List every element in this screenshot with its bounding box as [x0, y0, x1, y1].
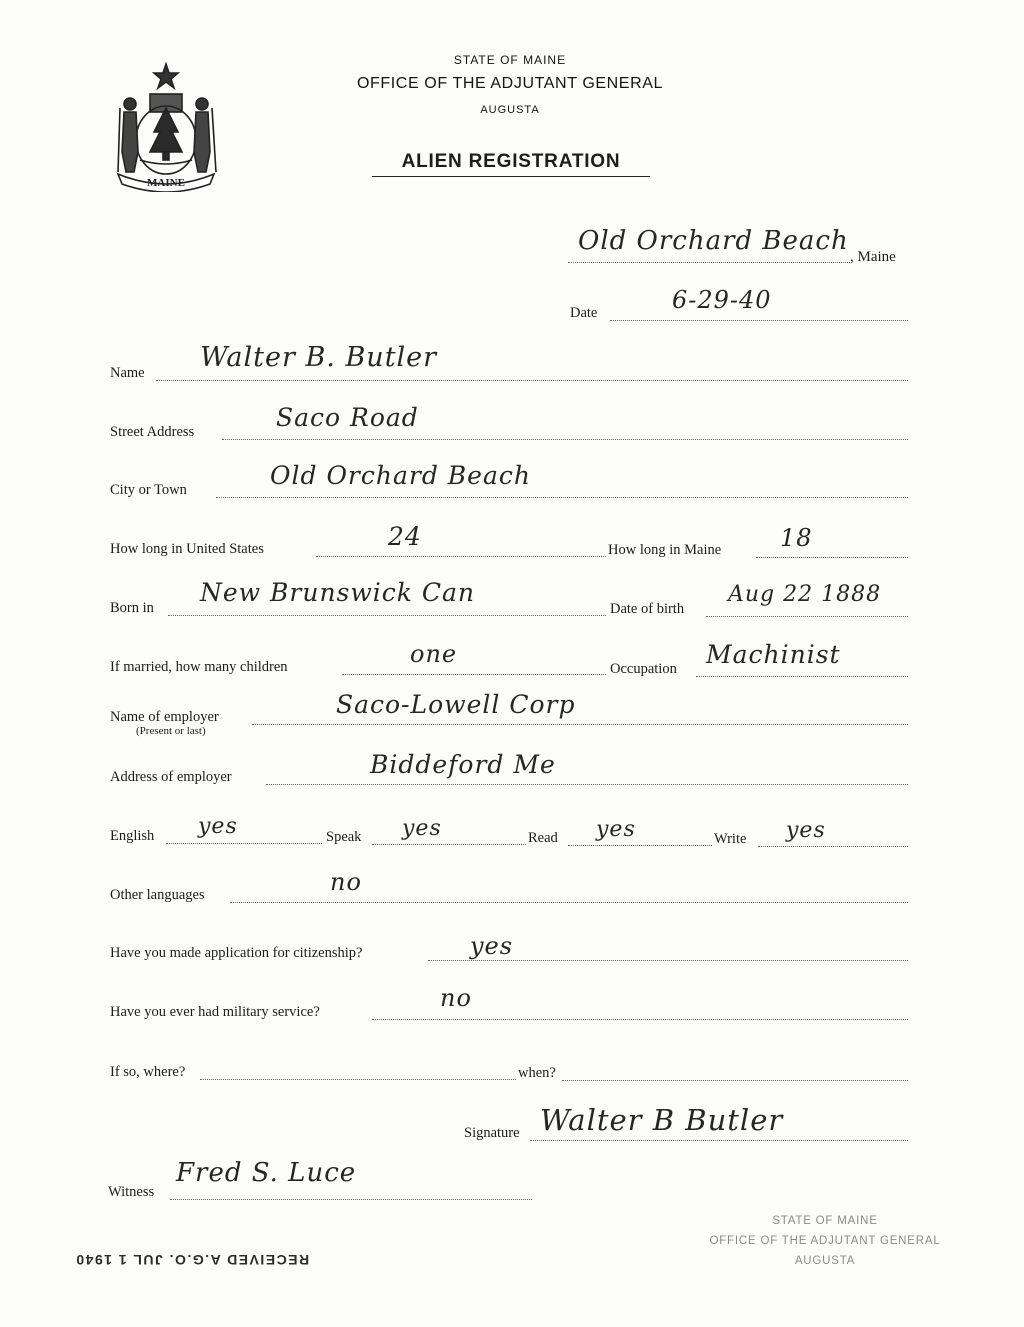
speak-line: [372, 844, 526, 845]
us-years-value: 24: [388, 522, 422, 551]
city-label: City or Town: [110, 482, 187, 498]
signature-value: Walter B Butler: [540, 1103, 784, 1137]
speak-label: Speak: [326, 829, 362, 845]
employer-note: (Present or last): [136, 725, 206, 737]
employer-line: [252, 724, 908, 725]
signature-label: Signature: [464, 1125, 520, 1141]
name-label: Name: [110, 365, 145, 381]
born-in-line: [168, 615, 606, 616]
street-label: Street Address: [110, 424, 195, 440]
employer-value: Saco-Lowell Corp: [336, 690, 576, 719]
born-in-value: New Brunswick Can: [200, 578, 475, 607]
citizenship-line: [428, 960, 908, 961]
where-line: [200, 1079, 516, 1080]
stamp-line-3: AUGUSTA: [794, 1255, 856, 1267]
place-value: Old Orchard Beach: [578, 226, 849, 256]
header-city: AUGUSTA: [480, 104, 540, 116]
occupation-value: Machinist: [706, 640, 841, 669]
date-value: 6-29-40: [672, 286, 772, 314]
speak-value: yes: [402, 816, 442, 841]
read-value: yes: [596, 817, 636, 842]
write-line: [758, 846, 908, 847]
header-state: STATE OF MAINE: [453, 53, 567, 67]
employer-label: Name of employer: [110, 709, 219, 725]
children-line: [342, 674, 606, 675]
witness-label: Witness: [108, 1184, 155, 1200]
header-office: OFFICE OF THE ADJUTANT GENERAL: [356, 75, 664, 92]
maine-years-label: How long in Maine: [608, 542, 722, 558]
place-line: [568, 262, 850, 263]
other-languages-value: no: [330, 868, 362, 896]
street-value: Saco Road: [276, 403, 419, 432]
military-label: Have you ever had military service?: [110, 1004, 320, 1020]
name-value: Walter B. Butler: [200, 342, 438, 373]
write-value: yes: [786, 818, 826, 843]
english-line: [166, 843, 322, 844]
other-languages-line: [230, 902, 908, 903]
us-years-label: How long in United States: [110, 541, 264, 557]
employer-address-line: [266, 784, 908, 785]
other-languages-label: Other languages: [110, 887, 205, 903]
office-stamp: [700, 1211, 950, 1271]
date-label: Date: [570, 305, 598, 321]
place-suffix: , Maine: [850, 249, 896, 265]
witness-value: Fred S. Luce: [176, 1158, 357, 1188]
read-label: Read: [528, 830, 558, 846]
read-line: [568, 845, 712, 846]
citizenship-value: yes: [470, 932, 514, 960]
dob-line: [706, 616, 908, 617]
us-years-line: [316, 556, 606, 557]
city-value: Old Orchard Beach: [270, 461, 531, 490]
seal-banner-text: MAINE: [147, 177, 185, 189]
english-value: yes: [198, 814, 238, 839]
date-line: [610, 320, 908, 321]
maine-years-line: [756, 557, 908, 558]
write-label: Write: [714, 831, 747, 847]
occupation-line: [696, 676, 908, 677]
stamp-line-2: OFFICE OF THE ADJUTANT GENERAL: [709, 1235, 941, 1247]
witness-line: [170, 1199, 532, 1200]
form-title: ALIEN REGISTRATION: [372, 151, 650, 177]
children-label: If married, how many children: [110, 659, 288, 675]
city-line: [216, 497, 908, 498]
citizenship-label: Have you made application for citizenship?: [110, 945, 363, 961]
maine-years-value: 18: [780, 524, 813, 552]
born-in-label: Born in: [110, 600, 154, 616]
signature-line: [530, 1140, 908, 1141]
when-label: when?: [518, 1065, 556, 1081]
stamp-line-1: STATE OF MAINE: [772, 1215, 878, 1227]
military-value: no: [440, 984, 472, 1012]
dob-label: Date of birth: [610, 601, 685, 617]
received-stamp: RECEIVED A.G.O. JUL 1 1940: [74, 1252, 310, 1268]
name-line: [156, 380, 908, 381]
maine-state-seal-icon: [112, 60, 220, 192]
employer-address-label: Address of employer: [110, 769, 232, 785]
occupation-label: Occupation: [610, 661, 677, 677]
employer-address-value: Biddeford Me: [370, 750, 556, 779]
where-label: If so, where?: [110, 1064, 186, 1080]
dob-value: Aug 22 1888: [728, 582, 882, 607]
street-line: [222, 439, 908, 440]
military-line: [372, 1019, 908, 1020]
children-value: one: [410, 640, 458, 668]
english-label: English: [110, 828, 155, 844]
when-line: [562, 1080, 908, 1081]
